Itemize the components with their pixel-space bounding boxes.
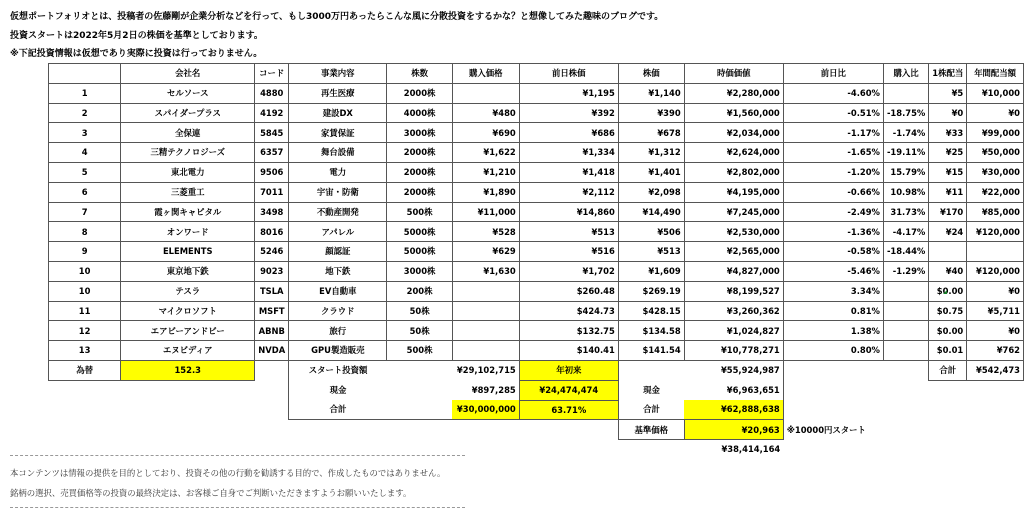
cell-dividend-per-share: ¥170 [929, 202, 967, 222]
cell-purchase-change: -1.74% [883, 123, 928, 143]
cell-annual-dividend: ¥85,000 [967, 202, 1024, 222]
cell-no: 4 [49, 143, 121, 163]
cell-annual-dividend: ¥30,000 [967, 162, 1024, 182]
divider-bottom [10, 507, 465, 508]
total2-value: ¥62,888,638 [684, 400, 783, 420]
cell-business: アパレル [289, 222, 387, 242]
cell-price: $428.15 [618, 301, 684, 321]
cell-shares: 50株 [387, 301, 452, 321]
cell-purchase-change: 31.73% [883, 202, 928, 222]
cell-dividend-per-share [929, 242, 967, 262]
cell-market-value: ¥4,195,000 [684, 182, 783, 202]
cell-day-change: 1.38% [783, 321, 883, 341]
cell-prev-price: ¥1,702 [519, 261, 618, 281]
header-market-value: 時価価値 [684, 64, 783, 84]
table-row [49, 162, 1024, 182]
cell-market-value: ¥1,560,000 [684, 103, 783, 123]
cell-company: セルソース [121, 83, 255, 103]
cell-prev-price: $140.41 [519, 341, 618, 361]
cell-dividend-per-share: ¥40 [929, 261, 967, 281]
cell-company: 霞ヶ関キャピタル [121, 202, 255, 222]
table-row [49, 321, 1024, 341]
cell-purchase-price [452, 281, 519, 301]
table-header-row [49, 64, 1024, 84]
cell-shares: 500株 [387, 202, 452, 222]
cell-purchase-change [883, 341, 928, 361]
cell-no: 1 [49, 83, 121, 103]
cell-business: 建設DX [289, 103, 387, 123]
cell-purchase-change: 15.79% [883, 162, 928, 182]
cell-company: エヌビディア [121, 341, 255, 361]
cell-purchase-change: -4.17% [883, 222, 928, 242]
header-price: 株価 [618, 64, 684, 84]
dividend-total-value: ¥542,473 [967, 360, 1024, 380]
table-row [49, 103, 1024, 123]
cell-price: ¥1,312 [618, 143, 684, 163]
cell-price: ¥390 [618, 103, 684, 123]
table-row [49, 83, 1024, 103]
cell-no: 10 [49, 281, 121, 301]
cell-no: 9 [49, 242, 121, 262]
cell-business: 再生医療 [289, 83, 387, 103]
cell-price: ¥506 [618, 222, 684, 242]
start-investment-value: ¥29,102,715 [387, 360, 519, 380]
cell-purchase-price: ¥1,630 [452, 261, 519, 281]
cash-label: 現金 [289, 380, 387, 400]
cell-shares: 2000株 [387, 182, 452, 202]
cell-dividend-per-share: $0.75 [929, 301, 967, 321]
ytd-percent: 63.71% [519, 400, 618, 420]
cell-annual-dividend [967, 242, 1024, 262]
cell-annual-dividend: ¥762 [967, 341, 1024, 361]
header-no [49, 64, 121, 84]
cell-day-change: -1.20% [783, 162, 883, 182]
cell-price: ¥1,609 [618, 261, 684, 281]
base-price-label: 基準価格 [618, 420, 684, 440]
cell-no: 2 [49, 103, 121, 123]
cell-day-change: 0.81% [783, 301, 883, 321]
cell-day-change: -1.65% [783, 143, 883, 163]
cell-code: 3498 [255, 202, 289, 222]
cell-prev-price: ¥686 [519, 123, 618, 143]
cell-purchase-price: ¥528 [452, 222, 519, 242]
cell-business: 家賃保証 [289, 123, 387, 143]
header-shares: 株数 [387, 64, 452, 84]
cell-purchase-change: -1.29% [883, 261, 928, 281]
cell-purchase-change: 10.98% [883, 182, 928, 202]
cell-dividend-per-share: $0.00 [929, 281, 967, 301]
cell-purchase-price [452, 321, 519, 341]
table-row [49, 261, 1024, 281]
cell-prev-price: ¥513 [519, 222, 618, 242]
cell-price: $141.54 [618, 341, 684, 361]
cell-day-change: -2.49% [783, 202, 883, 222]
cell-code: NVDA [255, 341, 289, 361]
cell-shares: 2000株 [387, 83, 452, 103]
intro-text-2: 投資スタートは2022年5月2日の株価を基準としております。 [10, 31, 263, 41]
cell-company: 三菱重工 [121, 182, 255, 202]
header-day-change: 前日比 [783, 64, 883, 84]
portfolio-table [48, 63, 1024, 459]
profit-value: ¥38,414,164 [721, 444, 781, 455]
header-business: 事業内容 [289, 64, 387, 84]
table-row [49, 222, 1024, 242]
cell-company: 東京地下鉄 [121, 261, 255, 281]
cell-business: 顔認証 [289, 242, 387, 262]
header-purchase-change: 購入比 [883, 64, 928, 84]
cell-shares: 3000株 [387, 123, 452, 143]
ytd-label: 年初来 [519, 360, 618, 380]
cell-annual-dividend: ¥120,000 [967, 261, 1024, 281]
cash-value: ¥897,285 [471, 384, 516, 395]
cell-day-change: -0.66% [783, 182, 883, 202]
cell-code: 4192 [255, 103, 289, 123]
cell-annual-dividend: ¥0 [967, 321, 1024, 341]
table-row [49, 341, 1024, 361]
cell-code: MSFT [255, 301, 289, 321]
total2-label: 合計 [618, 400, 684, 420]
cell-prev-price: $132.75 [519, 321, 618, 341]
cell-price: ¥513 [618, 242, 684, 262]
cell-annual-dividend: ¥50,000 [967, 143, 1024, 163]
cell-prev-price: ¥516 [519, 242, 618, 262]
cell-day-change: -0.58% [783, 242, 883, 262]
cell-code: 5246 [255, 242, 289, 262]
disclaimer-text-2: 銘柄の選択、売買価格等の投資の最終決定は、お客様ご自身でご判断いただきますようお願いいたします。 [10, 488, 412, 498]
header-code: コード [255, 64, 289, 84]
cell-company: スパイダープラス [121, 103, 255, 123]
market-value-total: ¥55,924,987 [684, 360, 783, 380]
intro-text-3: ※下記投資情報は仮想であり実際に投資は行っておりません。 [10, 49, 263, 59]
cell-annual-dividend: ¥99,000 [967, 123, 1024, 143]
summary-section [49, 360, 1024, 458]
cell-purchase-price: ¥629 [452, 242, 519, 262]
cell-day-change: 0.80% [783, 341, 883, 361]
table-row [49, 242, 1024, 262]
cell-code: 9023 [255, 261, 289, 281]
cell-business: 旅行 [289, 321, 387, 341]
table-row [49, 281, 1024, 301]
cell-market-value: ¥8,199,527 [684, 281, 783, 301]
start-investment-label: スタート投資額 [289, 360, 387, 380]
cell-price: ¥1,401 [618, 162, 684, 182]
cell-company: 三精テクノロジーズ [121, 143, 255, 163]
cell-company: エアビーアンドビー [121, 321, 255, 341]
cell-day-change: -1.36% [783, 222, 883, 242]
cell-market-value: ¥2,802,000 [684, 162, 783, 182]
cell-dividend-per-share: $0.00 [929, 321, 967, 341]
cell-purchase-change: -18.44% [883, 242, 928, 262]
cell-code: 4880 [255, 83, 289, 103]
cell-no: 12 [49, 321, 121, 341]
cell-dividend-per-share: ¥15 [929, 162, 967, 182]
header-prev-price: 前日株価 [519, 64, 618, 84]
cell-business: クラウド [289, 301, 387, 321]
cell-code: 9506 [255, 162, 289, 182]
cell-shares: 500株 [387, 341, 452, 361]
base-price-value: ¥20,963 [684, 420, 783, 440]
cell-price: ¥2,098 [618, 182, 684, 202]
cell-shares: 200株 [387, 281, 452, 301]
total-value: ¥30,000,000 [452, 400, 519, 420]
cell-annual-dividend: ¥0 [967, 103, 1024, 123]
cell-market-value: ¥4,827,000 [684, 261, 783, 281]
cell-company: ELEMENTS [121, 242, 255, 262]
cell-purchase-price: ¥690 [452, 123, 519, 143]
cell-dividend-per-share: ¥25 [929, 143, 967, 163]
cell-purchase-change: -18.75% [883, 103, 928, 123]
cell-annual-dividend: ¥120,000 [967, 222, 1024, 242]
cell-day-change: 3.34% [783, 281, 883, 301]
cell-comment-marker [943, 290, 947, 294]
cell-company: 全保連 [121, 123, 255, 143]
cell-shares: 2000株 [387, 162, 452, 182]
cell-dividend-per-share: ¥24 [929, 222, 967, 242]
cell-annual-dividend: ¥0 [967, 281, 1024, 301]
cell-purchase-price: ¥480 [452, 103, 519, 123]
table-row [49, 143, 1024, 163]
cell-prev-price: ¥1,195 [519, 83, 618, 103]
cell-shares: 4000株 [387, 103, 452, 123]
disclaimer-text-1: 本コンテンツは情報の提供を目的としており、投資その他の行動を勧誘する目的で、作成したものではありません。 [10, 468, 446, 478]
cell-annual-dividend: ¥10,000 [967, 83, 1024, 103]
table-row [49, 123, 1024, 143]
cell-purchase-price [452, 341, 519, 361]
cell-day-change: -4.60% [783, 83, 883, 103]
cell-purchase-price: ¥1,210 [452, 162, 519, 182]
cell-purchase-change: -19.11% [883, 143, 928, 163]
cell-price: $134.58 [618, 321, 684, 341]
cell-no: 5 [49, 162, 121, 182]
dividend-total-label: 合計 [929, 360, 967, 380]
cell-purchase-price: ¥1,890 [452, 182, 519, 202]
cell-purchase-change [883, 281, 928, 301]
header-company: 会社名 [121, 64, 255, 84]
header-dividend-per-share: 1株配当 [929, 64, 967, 84]
cell-shares: 2000株 [387, 143, 452, 163]
cell-purchase-change [883, 83, 928, 103]
cash2-label: 現金 [643, 384, 660, 395]
cell-prev-price: $260.48 [519, 281, 618, 301]
cell-market-value: ¥3,260,362 [684, 301, 783, 321]
cell-purchase-price [452, 83, 519, 103]
cell-prev-price: ¥1,418 [519, 162, 618, 182]
header-annual-dividend: 年間配当額 [967, 64, 1024, 84]
cell-business: EV自動車 [289, 281, 387, 301]
cell-dividend-per-share: ¥5 [929, 83, 967, 103]
cell-company: テスラ [121, 281, 255, 301]
cell-no: 11 [49, 301, 121, 321]
cell-market-value: ¥7,245,000 [684, 202, 783, 222]
divider-top [10, 455, 465, 456]
cell-market-value: ¥2,280,000 [684, 83, 783, 103]
cell-shares: 3000株 [387, 261, 452, 281]
cell-code: 5845 [255, 123, 289, 143]
cell-purchase-price: ¥1,622 [452, 143, 519, 163]
cell-dividend-per-share: ¥0 [929, 103, 967, 123]
cell-market-value: ¥2,530,000 [684, 222, 783, 242]
cell-market-value: ¥2,034,000 [684, 123, 783, 143]
cell-company: マイクロソフト [121, 301, 255, 321]
cell-no: 7 [49, 202, 121, 222]
intro-text-1: 仮想ポートフォリオとは、投稿者の佐藤剛が企業分析などを行って、もし3000万円あったらこんな風に分散投資をするかな？と想像してみた趣味のブログです。 [10, 12, 664, 22]
cell-purchase-change [883, 301, 928, 321]
cell-dividend-per-share: ¥33 [929, 123, 967, 143]
cell-prev-price: ¥2,112 [519, 182, 618, 202]
cell-annual-dividend: ¥5,711 [967, 301, 1024, 321]
cell-annual-dividend: ¥22,000 [967, 182, 1024, 202]
table-row [49, 301, 1024, 321]
cell-purchase-price: ¥11,000 [452, 202, 519, 222]
cell-price: ¥1,140 [618, 83, 684, 103]
header-purchase-price: 購入価格 [452, 64, 519, 84]
cell-price: ¥14,490 [618, 202, 684, 222]
cell-shares: 50株 [387, 321, 452, 341]
cell-business: GPU製造販売 [289, 341, 387, 361]
cell-code: 6357 [255, 143, 289, 163]
cell-code: TSLA [255, 281, 289, 301]
cash2-value: ¥6,963,651 [684, 380, 783, 400]
cell-code: 7011 [255, 182, 289, 202]
table-row [49, 202, 1024, 222]
fx-value: 152.3 [121, 360, 255, 380]
table-row [49, 182, 1024, 202]
total-label: 合計 [289, 400, 387, 420]
cell-dividend-per-share: $0.01 [929, 341, 967, 361]
cell-company: オンワード [121, 222, 255, 242]
cell-business: 舞台設備 [289, 143, 387, 163]
cell-company: 東北電力 [121, 162, 255, 182]
cell-business: 不動産開発 [289, 202, 387, 222]
cell-market-value: ¥10,778,271 [684, 341, 783, 361]
base-price-note: ※10000円スタート [786, 424, 866, 435]
cell-prev-price: ¥14,860 [519, 202, 618, 222]
cell-code: ABNB [255, 321, 289, 341]
cell-no: 10 [49, 261, 121, 281]
cell-business: 宇宙・防衛 [289, 182, 387, 202]
cell-business: 地下鉄 [289, 261, 387, 281]
cell-shares: 5000株 [387, 222, 452, 242]
cell-day-change: -5.46% [783, 261, 883, 281]
cell-purchase-price [452, 301, 519, 321]
cell-price: $269.19 [618, 281, 684, 301]
fx-label: 為替 [49, 360, 121, 380]
cell-market-value: ¥2,565,000 [684, 242, 783, 262]
cell-code: 8016 [255, 222, 289, 242]
cell-prev-price: $424.73 [519, 301, 618, 321]
cell-no: 8 [49, 222, 121, 242]
cell-business: 電力 [289, 162, 387, 182]
cell-market-value: ¥1,024,827 [684, 321, 783, 341]
cell-shares: 5000株 [387, 242, 452, 262]
cell-no: 6 [49, 182, 121, 202]
cell-price: ¥678 [618, 123, 684, 143]
cell-prev-price: ¥392 [519, 103, 618, 123]
cell-day-change: -1.17% [783, 123, 883, 143]
ytd-amount: ¥24,474,474 [519, 380, 618, 400]
cell-no: 3 [49, 123, 121, 143]
cell-no: 13 [49, 341, 121, 361]
cell-purchase-change [883, 321, 928, 341]
cell-day-change: -0.51% [783, 103, 883, 123]
cell-market-value: ¥2,624,000 [684, 143, 783, 163]
cell-prev-price: ¥1,334 [519, 143, 618, 163]
cell-dividend-per-share: ¥11 [929, 182, 967, 202]
